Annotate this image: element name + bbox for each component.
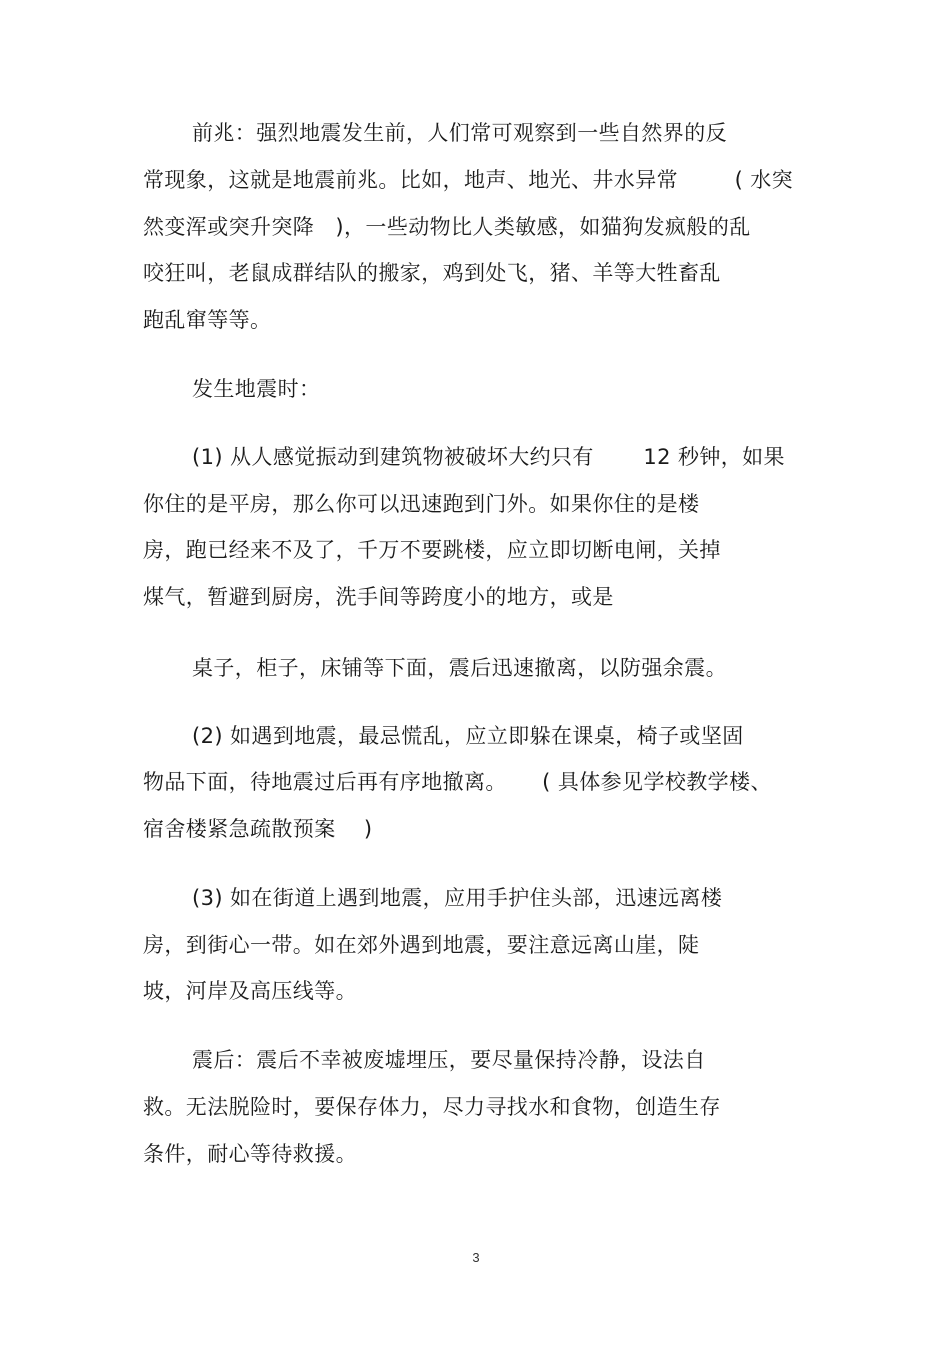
text-line: 你住的是平房，那么你可以迅速跑到门外。如果你住的是楼 — [143, 492, 700, 516]
text-line: 桌子，柜子，床铺等下面，震后迅速撤离，以防强余震。 — [192, 656, 727, 680]
text-line: 物品下面，待地震过后再有序地撤离。 ( 具体参见学校教学楼、 — [143, 770, 772, 794]
page-number: 3 — [472, 1250, 480, 1265]
text-line: 宿舍楼紧急疏散预案 ) — [143, 817, 373, 841]
text-line: 常现象，这就是地震前兆。比如，地声、地光、井水异常 ( 水突 — [143, 168, 794, 192]
text-line: 条件，耐心等待救援。 — [143, 1142, 357, 1166]
text-line: 前兆：强烈地震发生前，人们常可观察到一些自然界的反 — [192, 121, 727, 145]
text-line: 咬狂叫，老鼠成群结队的搬家，鸡到处飞，猪、羊等大牲畜乱 — [143, 261, 721, 285]
text-line: 然变浑或突升突降 )，一些动物比人类敏感，如猫狗发疯般的乱 — [143, 215, 751, 239]
text-line: (1) 从人感觉振动到建筑物被破坏大约只有 12 秒钟，如果 — [192, 445, 785, 469]
text-line: 房，跑已经来不及了，千万不要跳楼，应立即切断电闸，关掉 — [143, 538, 721, 562]
text-line: 坡，河岸及高压线等。 — [143, 979, 357, 1003]
text-line: 煤气，暂避到厨房，洗手间等跨度小的地方，或是 — [143, 585, 614, 609]
text-line: 救。无法脱险时，要保存体力，尽力寻找水和食物，创造生存 — [143, 1095, 721, 1119]
text-line: (3) 如在街道上遇到地震，应用手护住头部，迅速远离楼 — [192, 886, 723, 910]
text-line: 震后：震后不幸被废墟埋压，要尽量保持冷静，设法自 — [192, 1048, 706, 1072]
section-heading: 发生地震时： — [192, 377, 321, 401]
text-line: 跑乱窜等等。 — [143, 308, 272, 332]
text-line: (2) 如遇到地震，最忌慌乱，应立即躲在课桌，椅子或坚固 — [192, 724, 744, 748]
text-line: 房，到街心一带。如在郊外遇到地震，要注意远离山崖，陡 — [143, 933, 700, 957]
